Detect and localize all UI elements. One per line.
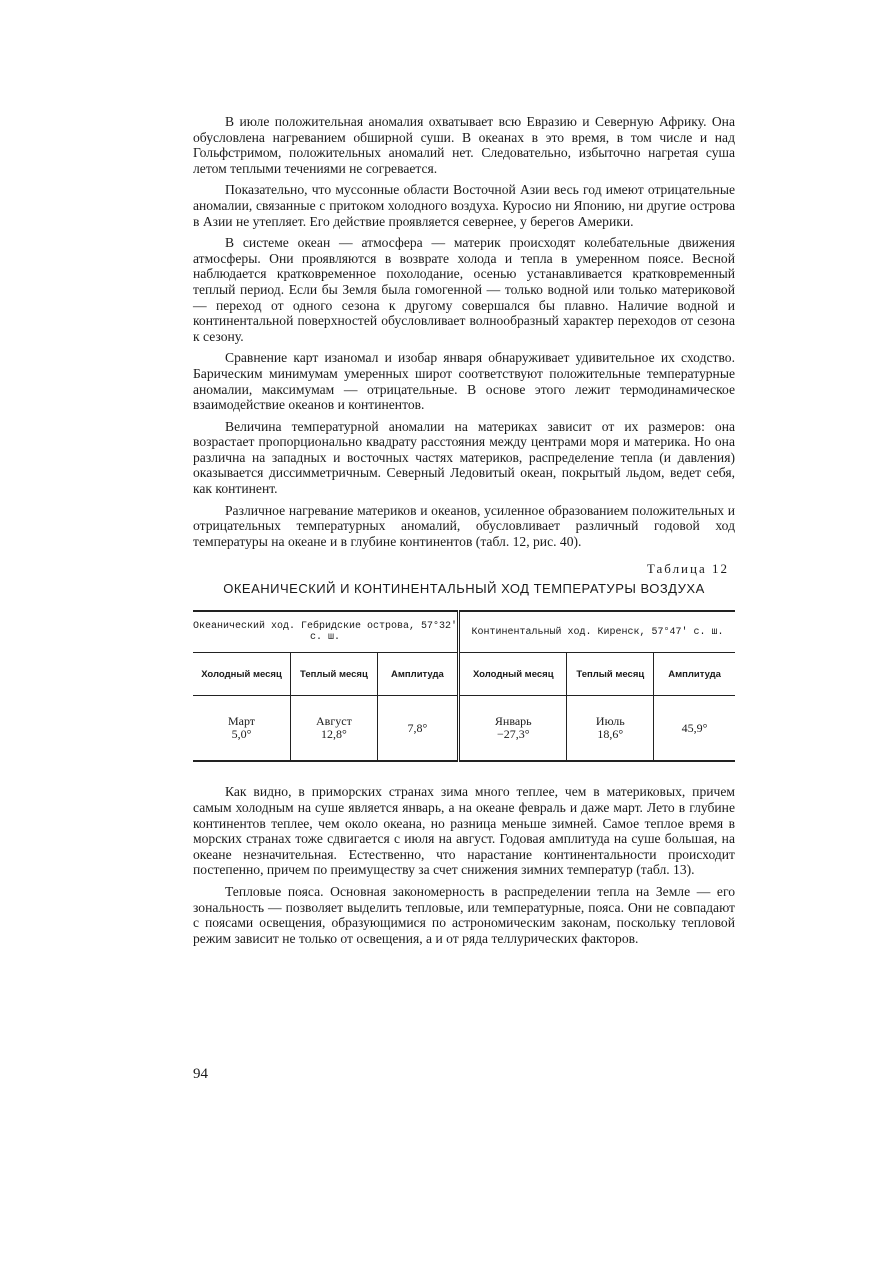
column-header: Амплитуда [377, 653, 458, 696]
paragraph: Различное нагревание материков и океанов, усиленное образованием положительных и отрицательных температурных аномалий, обусловливает различный годовой ход температуры на океане и в глубине континентов (табл. 12, рис. 40). [193, 502, 735, 549]
cell-value: 5,0° [231, 727, 252, 742]
table-cell [377, 696, 458, 762]
column-header: Холодный месяц [459, 653, 567, 696]
table-cell [291, 696, 378, 762]
temperature-table [193, 610, 735, 762]
cell-month: Январь [494, 714, 532, 729]
paragraph: Сравнение карт изаномал и изобар января обнаруживает удивительное их сходство. Барическим минимумам умеренных широт соответствуют положительные температурные аномалии, максимумам — отрицательные. В основе этого лежит термодинамическое взаимодействие океанов и континентов. [193, 350, 735, 413]
column-header: Амплитуда [654, 653, 735, 696]
cell-value: 45,9° [681, 720, 708, 735]
table-number: Таблица 12 [646, 561, 729, 577]
paragraph: Показательно, что муссонные области Восточной Азии весь год имеют отрицательные аномалии, связанные с притоком холодного воздуха. Куросио ни Японию, ни другие острова в Азии не утепляет. Его действие проявляется севернее, у берегов Америки. [193, 182, 735, 229]
table-cell [459, 696, 567, 762]
table-cell [567, 696, 654, 762]
table-cell [654, 696, 735, 762]
cell-value: −27,3° [496, 727, 530, 742]
table-cell [193, 696, 291, 762]
cell-month: Март [227, 714, 256, 729]
column-header: Теплый месяц [291, 653, 378, 696]
page-number: 94 [193, 1066, 208, 1082]
cell-value: 18,6° [597, 727, 624, 742]
column-header: Теплый месяц [567, 653, 654, 696]
cell-month: Август [315, 714, 352, 729]
table-title: ОКЕАНИЧЕСКИЙ И КОНТИНЕНТАЛЬНЫЙ ХОД ТЕМПЕРАТУРЫ ВОЗДУХА [223, 581, 705, 597]
column-header: Холодный месяц [193, 653, 291, 696]
paragraph: В июле положительная аномалия охватывает всю Евразию и Северную Африку. Она обусловлена нагреванием обширной суши. В океанах в это время, в том числе и над Гольфстримом, положительных аномалий нет. Следовательно, избыточно нагретая суша летом теплыми течениями не согревается. [193, 114, 735, 176]
paragraph: В системе океан — атмосфера — материк происходят колебательные движения атмосферы. Они проявляются в возврате холода и тепла в умеренном поясе. Весной наблюдается кратковременное похолодание, осенью устанавливается кратковременный теплый период. Если бы Земля была гомогенной — только водной или только материковой — переход от одного сезона к другому совершался бы плавно. Наличие водной и континентальной поверхностей обусловливает волнообразный характер переходов от сезона к сезону. [193, 235, 735, 344]
paragraph: Величина температурной аномалии на материках зависит от их размеров: она возрастает пропорционально квадрату расстояния между центрами моря и материка. Но она различна на западных и восточных частях материков, распределение тепла (и давления) оказывается диссимметричным. Северный Ледовитый океан, покрытый льдом, ведет себя, как континент. [193, 418, 735, 497]
cell-value: 7,8° [407, 720, 428, 735]
cell-value: 12,8° [321, 727, 347, 742]
paragraph: Тепловые пояса. Основная закономерность в распределении тепла на Земле — его зональность — позволяет выделить тепловые, или температурные, пояса. Они не совпадают с поясами освещения, образующимися по астрономическим законам, поскольку тепловой режим зависит не только от освещения, а и от ряда теллурических факторов. [193, 884, 735, 946]
group-header-oceanic: Океанический ход. Гебридские острова, 57°32′ с. ш. [193, 611, 459, 653]
cell-month: Июль [595, 714, 625, 729]
group-header-continental: Континентальный ход. Киренск, 57°47′ с. ш. [459, 611, 735, 653]
page-content [193, 114, 735, 952]
paragraph: Как видно, в приморских странах зима много теплее, чем в материковых, причем самым холодным на суше является январь, а на океане февраль и даже март. Лето в глубине континентов теплее, чем около океана, но разница меньше зимней. Самое теплое время в морских странах тоже сдвигается с июля на август. Годовая амплитуда на суше большая, на океане незначительная. Естественно, что нарастание континентальности происходит постепенно, причем по преимуществу за счет снижения зимних температур (табл. 13). [193, 784, 735, 878]
table-row [193, 696, 735, 762]
